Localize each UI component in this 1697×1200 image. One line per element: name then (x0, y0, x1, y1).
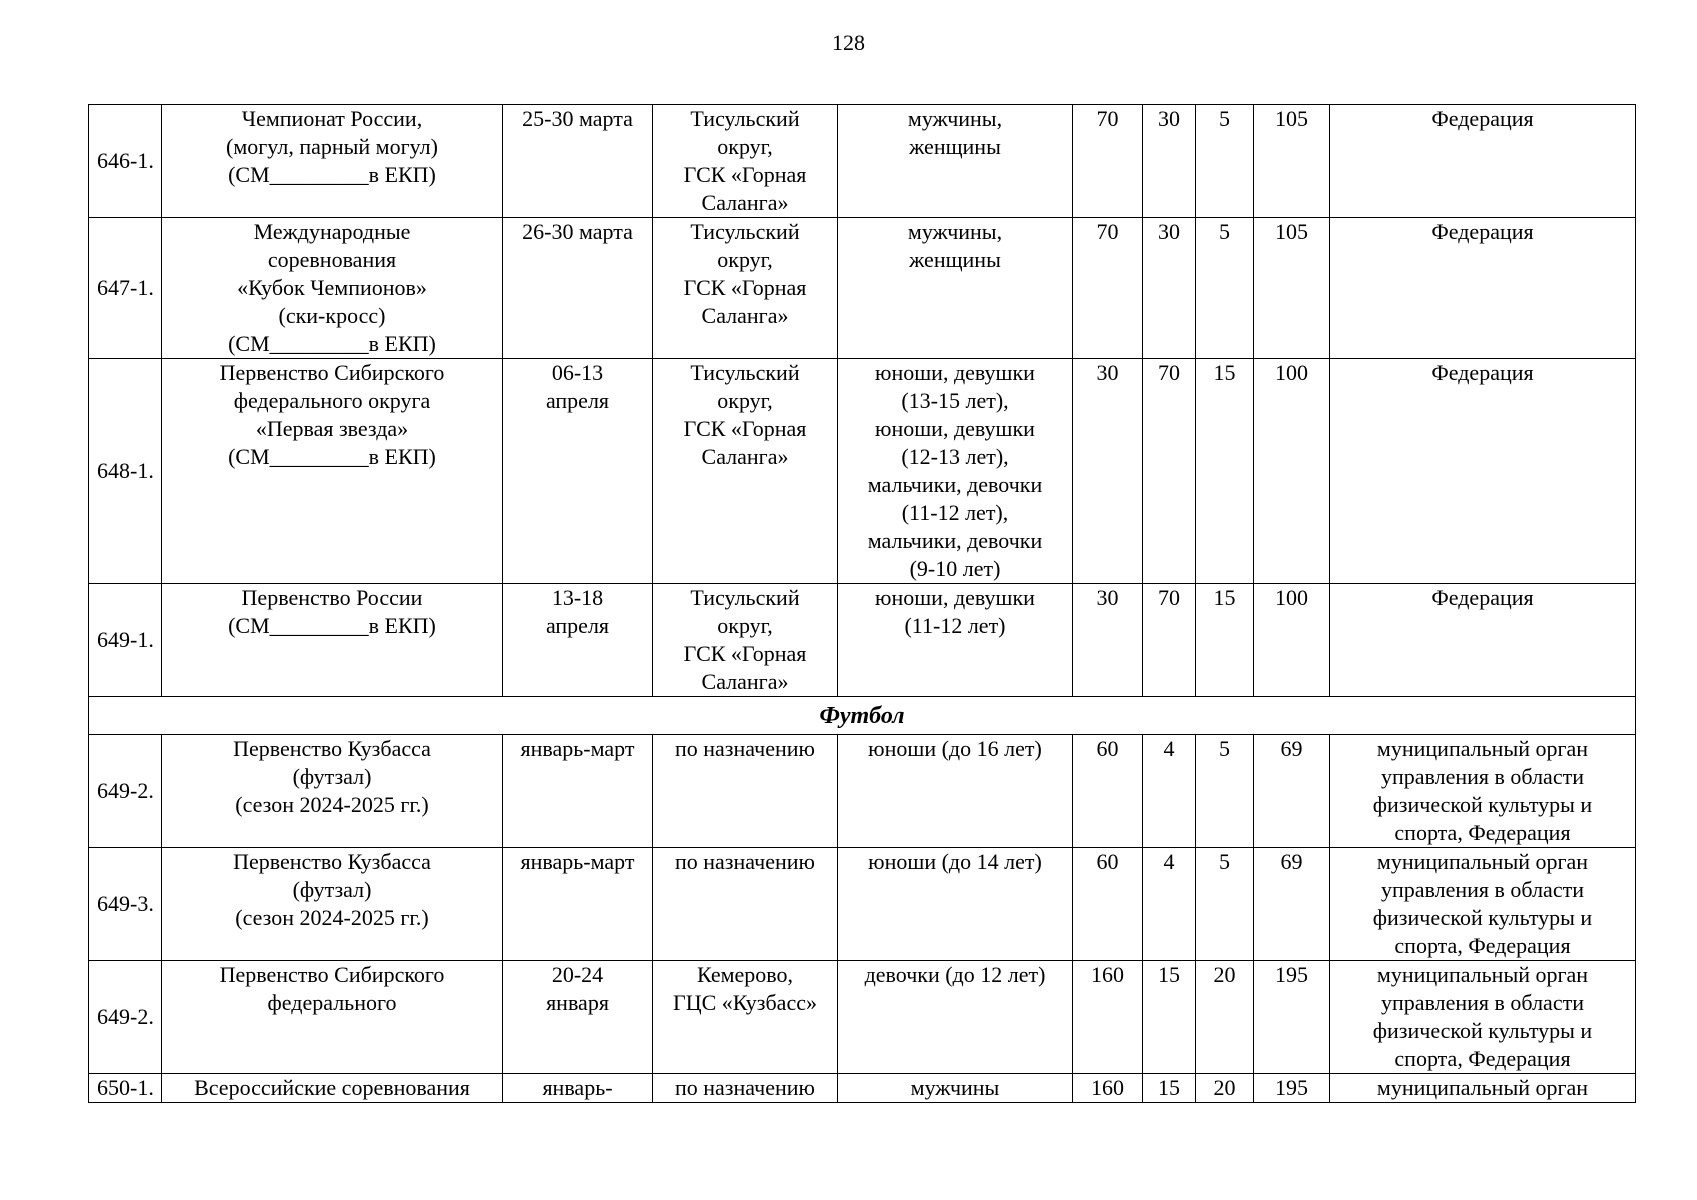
cell-line: округ, (717, 388, 773, 413)
organizer-cell (1330, 1074, 1636, 1103)
cell-line: ГСК «Горная (683, 162, 807, 187)
event-name-cell (162, 218, 503, 359)
cell-line: федерального (267, 990, 397, 1015)
cell-line: женщины (909, 134, 1001, 159)
count-1-cell: 70 (1073, 218, 1143, 359)
cell-line: девочки (до 12 лет) (864, 962, 1046, 987)
cell-line: (футзал) (292, 877, 372, 902)
cell-line: Первенство Кузбасса (233, 736, 431, 761)
cell-line: Кемерово, (696, 962, 794, 987)
event-date-cell (503, 218, 653, 359)
participants-cell (838, 961, 1073, 1074)
cell-line: (13-15 лет), (901, 388, 1009, 413)
cell-line: 20-24 (551, 962, 604, 987)
event-name-cell (162, 584, 503, 697)
cell-line: (футзал) (292, 764, 372, 789)
cell-line: муниципальный орган (1376, 962, 1589, 987)
count-1-cell: 60 (1073, 735, 1143, 848)
count-1-cell: 160 (1073, 961, 1143, 1074)
count-3-cell: 5 (1196, 735, 1254, 848)
event-date-cell (503, 848, 653, 961)
event-date-cell (503, 105, 653, 218)
row-number: 648-1. (89, 359, 162, 584)
event-name-cell (162, 735, 503, 848)
count-1-cell: 30 (1073, 359, 1143, 584)
cell-line: ГСК «Горная (683, 641, 807, 666)
cell-line: (могул, парный могул) (226, 134, 438, 159)
participants-cell (838, 359, 1073, 584)
cell-line: спорта, Федерация (1394, 933, 1571, 958)
cell-line: Тисульский (690, 360, 800, 385)
row-number: 647-1. (89, 218, 162, 359)
cell-line: спорта, Федерация (1394, 820, 1571, 845)
row-number: 646-1. (89, 105, 162, 218)
event-date-cell (503, 584, 653, 697)
participants-cell (838, 1074, 1073, 1103)
event-place-cell (653, 584, 838, 697)
cell-line: юноши (до 14 лет) (868, 849, 1042, 874)
events-table (88, 104, 1636, 1103)
cell-line: ГСК «Горная (683, 416, 807, 441)
cell-line: Федерация (1431, 219, 1534, 244)
cell-line: мальчики, девочки (867, 472, 1043, 497)
table-row (89, 218, 1636, 359)
cell-line: Федерация (1431, 585, 1534, 610)
section-title: Футбол (89, 697, 1636, 735)
count-2-cell: 15 (1143, 1074, 1196, 1103)
cell-line: муниципальный орган (1376, 849, 1589, 874)
cell-line: Тисульский (690, 219, 800, 244)
cell-line: (СМ_________в ЕКП) (228, 331, 436, 356)
page-number: 128 (832, 30, 865, 55)
row-number: 650-1. (89, 1074, 162, 1103)
cell-line: юноши, девушки (875, 585, 1035, 610)
cell-line: физической культуры и (1372, 792, 1593, 817)
cell-line: управления в области (1381, 990, 1584, 1015)
cell-line: Чемпионат России, (241, 106, 423, 131)
section-row (89, 697, 1636, 735)
event-date-cell (503, 735, 653, 848)
event-place-cell (653, 218, 838, 359)
cell-line: (сезон 2024-2025 гг.) (235, 792, 429, 817)
total-count-cell: 100 (1254, 359, 1330, 584)
table-row (89, 359, 1636, 584)
cell-line: 25-30 марта (522, 106, 633, 131)
cell-line: 13-18 (551, 585, 604, 610)
participants-cell (838, 584, 1073, 697)
event-place-cell (653, 105, 838, 218)
cell-line: январь-март (520, 736, 635, 761)
table-row (89, 584, 1636, 697)
total-count-cell: 195 (1254, 1074, 1330, 1103)
table-row (89, 848, 1636, 961)
event-place-cell (653, 359, 838, 584)
cell-line: январь- (542, 1075, 613, 1100)
cell-line: (СМ_________в ЕКП) (228, 444, 436, 469)
count-3-cell: 5 (1196, 848, 1254, 961)
table-row (89, 961, 1636, 1074)
count-3-cell: 20 (1196, 961, 1254, 1074)
cell-line: федерального округа (233, 388, 431, 413)
cell-line: округ, (717, 134, 773, 159)
count-3-cell: 20 (1196, 1074, 1254, 1103)
event-name-cell (162, 105, 503, 218)
total-count-cell: 69 (1254, 848, 1330, 961)
event-place-cell (653, 848, 838, 961)
cell-line: Первенство Кузбасса (233, 849, 431, 874)
cell-line: мальчики, девочки (867, 528, 1043, 553)
cell-line: апреля (545, 388, 610, 413)
cell-line: Саланга» (701, 190, 789, 215)
total-count-cell: 100 (1254, 584, 1330, 697)
count-3-cell: 5 (1196, 105, 1254, 218)
cell-line: округ, (717, 613, 773, 638)
event-name-cell (162, 359, 503, 584)
count-2-cell: 70 (1143, 584, 1196, 697)
organizer-cell (1330, 584, 1636, 697)
cell-line: января (546, 990, 609, 1015)
cell-line: Первенство Сибирского (219, 962, 445, 987)
count-2-cell: 30 (1143, 105, 1196, 218)
cell-line: управления в области (1381, 764, 1584, 789)
event-date-cell (503, 1074, 653, 1103)
event-name-cell (162, 1074, 503, 1103)
count-2-cell: 4 (1143, 848, 1196, 961)
table-row (89, 105, 1636, 218)
count-2-cell: 70 (1143, 359, 1196, 584)
cell-line: Саланга» (701, 303, 789, 328)
cell-line: (СМ_________в ЕКП) (228, 162, 436, 187)
event-date-cell (503, 961, 653, 1074)
cell-line: по назначению (675, 736, 815, 761)
table-row (89, 1074, 1636, 1103)
cell-line: (11-12 лет) (904, 613, 1006, 638)
cell-line: Международные (253, 219, 411, 244)
total-count-cell: 105 (1254, 105, 1330, 218)
cell-line: 06-13 (551, 360, 604, 385)
row-number: 649-1. (89, 584, 162, 697)
cell-line: Первенство России (241, 585, 423, 610)
cell-line: (11-12 лет), (901, 500, 1009, 525)
cell-line: Первенство Сибирского (219, 360, 445, 385)
count-1-cell: 30 (1073, 584, 1143, 697)
cell-line: юноши (до 16 лет) (868, 736, 1042, 761)
row-number: 649-2. (89, 961, 162, 1074)
participants-cell (838, 848, 1073, 961)
cell-line: Федерация (1431, 106, 1534, 131)
event-place-cell (653, 735, 838, 848)
cell-line: юноши, девушки (875, 360, 1035, 385)
row-number: 649-3. (89, 848, 162, 961)
count-2-cell: 30 (1143, 218, 1196, 359)
cell-line: январь-март (520, 849, 635, 874)
total-count-cell: 105 (1254, 218, 1330, 359)
total-count-cell: 195 (1254, 961, 1330, 1074)
cell-line: «Кубок Чемпионов» (237, 275, 427, 300)
organizer-cell (1330, 218, 1636, 359)
cell-line: по назначению (675, 1075, 815, 1100)
cell-line: округ, (717, 247, 773, 272)
cell-line: ГЦС «Кузбасс» (673, 990, 817, 1015)
count-1-cell: 70 (1073, 105, 1143, 218)
organizer-cell (1330, 735, 1636, 848)
cell-line: по назначению (675, 849, 815, 874)
cell-line: управления в области (1381, 877, 1584, 902)
cell-line: соревнования (267, 247, 397, 272)
cell-line: спорта, Федерация (1394, 1046, 1571, 1071)
cell-line: муниципальный орган (1376, 736, 1589, 761)
event-place-cell (653, 1074, 838, 1103)
cell-line: (9-10 лет) (909, 556, 1001, 581)
participants-cell (838, 105, 1073, 218)
cell-line: 26-30 марта (522, 219, 633, 244)
event-name-cell (162, 961, 503, 1074)
participants-cell (838, 218, 1073, 359)
count-1-cell: 160 (1073, 1074, 1143, 1103)
cell-line: «Первая звезда» (255, 416, 409, 441)
cell-line: женщины (909, 247, 1001, 272)
participants-cell (838, 735, 1073, 848)
organizer-cell (1330, 961, 1636, 1074)
cell-line: (сезон 2024-2025 гг.) (235, 905, 429, 930)
total-count-cell: 69 (1254, 735, 1330, 848)
cell-line: физической культуры и (1372, 1018, 1593, 1043)
organizer-cell (1330, 359, 1636, 584)
cell-line: Тисульский (690, 585, 800, 610)
table-row (89, 735, 1636, 848)
cell-line: физической культуры и (1372, 905, 1593, 930)
organizer-cell (1330, 105, 1636, 218)
count-3-cell: 15 (1196, 584, 1254, 697)
cell-line: Саланга» (701, 444, 789, 469)
cell-line: (12-13 лет), (901, 444, 1009, 469)
count-1-cell: 60 (1073, 848, 1143, 961)
organizer-cell (1330, 848, 1636, 961)
cell-line: мужчины (910, 1075, 1000, 1100)
event-name-cell (162, 848, 503, 961)
count-2-cell: 15 (1143, 961, 1196, 1074)
cell-line: Саланга» (701, 669, 789, 694)
cell-line: Федерация (1431, 360, 1534, 385)
row-number: 649-2. (89, 735, 162, 848)
cell-line: апреля (545, 613, 610, 638)
event-date-cell (503, 359, 653, 584)
cell-line: (ски-кросс) (278, 303, 386, 328)
cell-line: Тисульский (690, 106, 800, 131)
count-3-cell: 5 (1196, 218, 1254, 359)
count-2-cell: 4 (1143, 735, 1196, 848)
cell-line: мужчины, (907, 219, 1003, 244)
cell-line: мужчины, (907, 106, 1003, 131)
cell-line: ГСК «Горная (683, 275, 807, 300)
cell-line: (СМ_________в ЕКП) (228, 613, 436, 638)
event-place-cell (653, 961, 838, 1074)
cell-line: юноши, девушки (875, 416, 1035, 441)
cell-line: муниципальный орган (1376, 1075, 1589, 1100)
cell-line: Всероссийские соревнования (194, 1075, 470, 1100)
count-3-cell: 15 (1196, 359, 1254, 584)
